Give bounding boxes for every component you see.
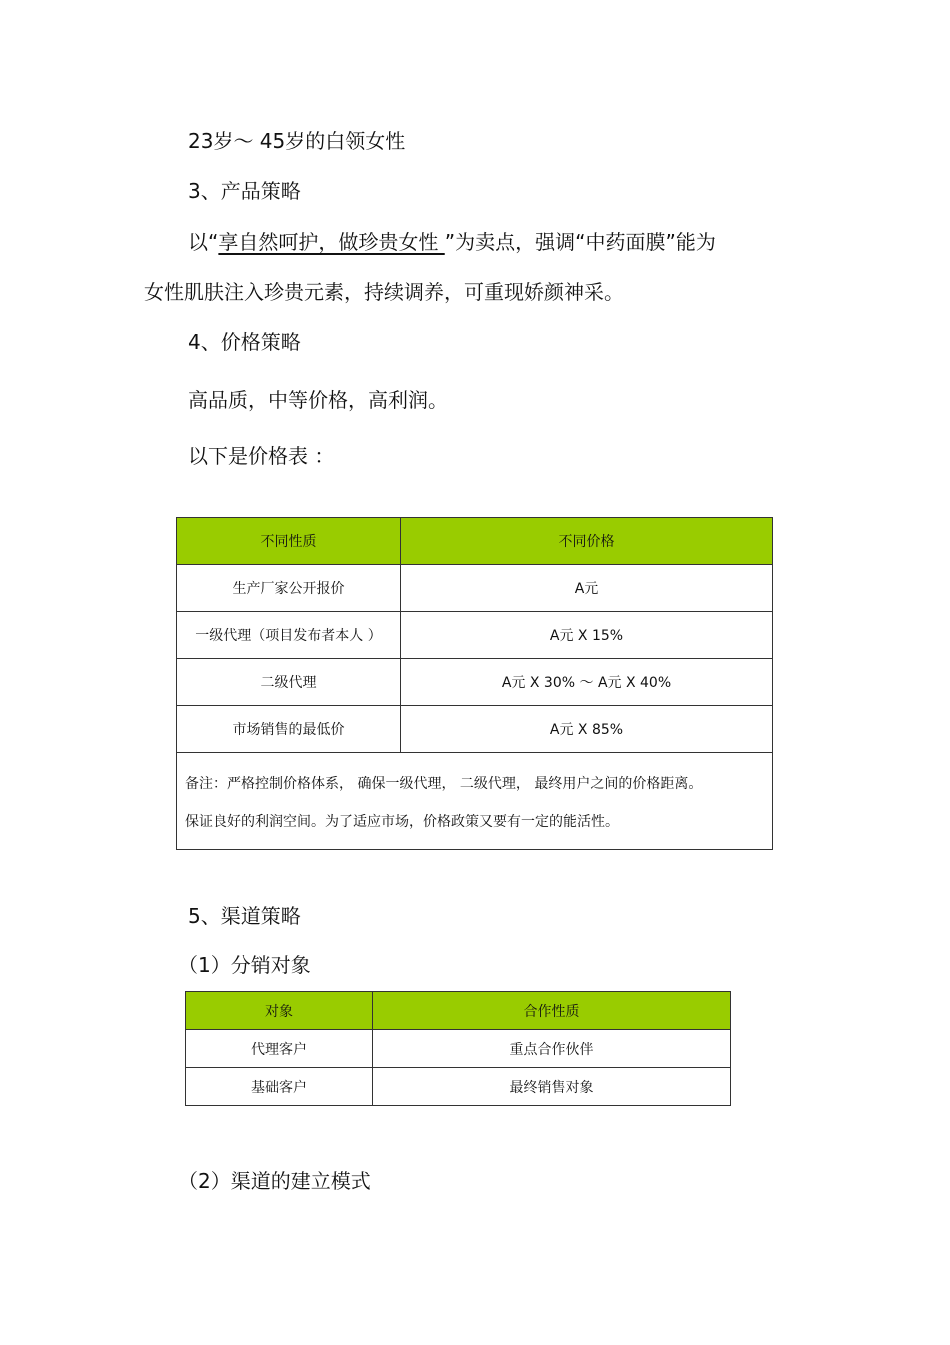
table-cell: 基础客户 bbox=[186, 1068, 373, 1106]
table-header-row bbox=[177, 518, 773, 565]
product-strategy-paragraph-line1 bbox=[188, 229, 716, 255]
section-heading-channel-strategy: 5、渠道策略 bbox=[188, 904, 301, 928]
section-heading-price-strategy: 4、价格策略 bbox=[188, 330, 301, 354]
price-strategy-text: 高品质，中等价格，高利润。 bbox=[188, 388, 448, 412]
note-line: 保证良好的利润空间。为了适应市场，价格政策又要有一定的能活性。 bbox=[185, 814, 619, 830]
table-cell: 一级代理（项目发布者本人 ） bbox=[177, 612, 401, 659]
section-heading-product-strategy: 3、产品策略 bbox=[188, 179, 301, 203]
table-row bbox=[177, 659, 773, 706]
table-row bbox=[177, 706, 773, 753]
distribution-table bbox=[185, 991, 731, 1106]
price-table-intro: 以下是价格表 ： bbox=[188, 444, 335, 468]
price-table bbox=[176, 517, 773, 850]
table-header-cell: 合作性质 bbox=[373, 992, 731, 1030]
table-cell: 代理客户 bbox=[186, 1030, 373, 1068]
table-note-row bbox=[177, 753, 773, 850]
table-header-cell: 不同性质 bbox=[177, 518, 401, 565]
table-cell: A元 X 30% ～ A元 X 40% bbox=[401, 659, 773, 706]
table-cell: A元 bbox=[401, 565, 773, 612]
table-cell: 二级代理 bbox=[177, 659, 401, 706]
subsection-heading-channel-model: （2）渠道的建立模式 bbox=[178, 1169, 371, 1193]
target-audience-text: 23岁～ 45岁的白领女性 bbox=[188, 129, 406, 153]
table-row bbox=[186, 1068, 731, 1106]
table-header-cell: 对象 bbox=[186, 992, 373, 1030]
table-header-cell: 不同价格 bbox=[401, 518, 773, 565]
table-cell: A元 X 15% bbox=[401, 612, 773, 659]
table-note-cell bbox=[177, 753, 773, 850]
slogan-underlined: 享自然呵护，做珍贵女性 bbox=[218, 230, 445, 254]
table-cell: 重点合作伙伴 bbox=[373, 1030, 731, 1068]
table-row bbox=[177, 565, 773, 612]
table-row bbox=[177, 612, 773, 659]
table-row bbox=[186, 1030, 731, 1068]
table-cell: 最终销售对象 bbox=[373, 1068, 731, 1106]
table-cell: A元 X 85% bbox=[401, 706, 773, 753]
subsection-heading-distribution: （1）分销对象 bbox=[178, 953, 311, 977]
text-segment: ”为卖点，强调“中药面膜”能为 bbox=[444, 230, 716, 254]
table-cell: 市场销售的最低价 bbox=[177, 706, 401, 753]
table-cell: 生产厂家公开报价 bbox=[177, 565, 401, 612]
product-strategy-paragraph-line2: 女性肌肤注入珍贵元素，持续调养，可重现娇颜神采。 bbox=[144, 280, 624, 304]
table-header-row bbox=[186, 992, 731, 1030]
text-segment: 以“ bbox=[188, 230, 219, 254]
note-line: 备注：严格控制价格体系， 确保一级代理， 二级代理， 最终用户之间的价格距离。 bbox=[185, 776, 703, 792]
